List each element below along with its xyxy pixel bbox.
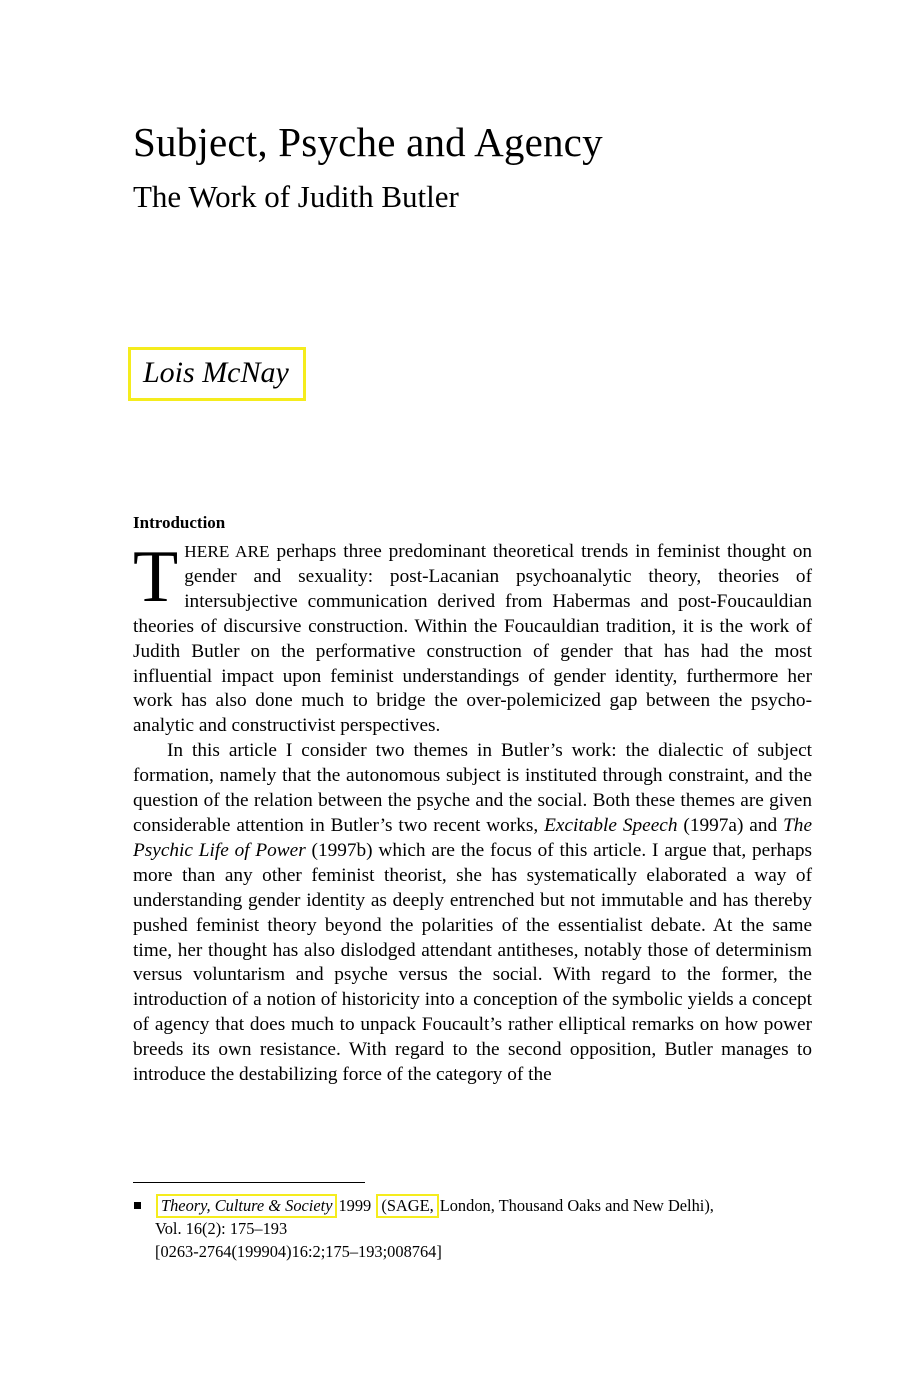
square-bullet-icon — [134, 1202, 141, 1209]
footnote-divider — [133, 1182, 365, 1183]
section-heading-introduction: Introduction — [133, 513, 226, 532]
paragraph-2-part-2: (1997a) and — [677, 814, 784, 836]
author-highlight-box — [128, 347, 306, 401]
title-block — [133, 118, 823, 216]
footnote-volume-line: Vol. 16(2): 175–193 — [155, 1219, 288, 1238]
body-content — [133, 512, 812, 1088]
footnote-citation-line — [155, 1194, 823, 1218]
page-title: Subject, Psyche and Agency — [133, 119, 603, 165]
footnote-locations: London, Thousand Oaks and New Delhi), — [439, 1196, 714, 1215]
paragraph-2-part-1: In this article I consider two themes in Butler’s work: the dialectic of subject formation, namely that the autonomous subject is instituted through constraint, and the question of the relation between the psyche and the social. Both these themes are given considerable attention in Butler’s two recent works, — [133, 740, 812, 836]
paragraph-2-part-3: (1997b) which are the focus of this article. I argue that, perhaps more than any other feminist theorist, she has systematically elaborated a way of understanding gender identity as deeply entrenched but not immutable and has thereby pushed feminist theory beyond the polarities of the essentialist debate. At the same time, her thought has also dislodged attendant antitheses, notably those of determinism versus voluntarism and psyche versus the social. With regard to the former, the introduction of a notion of historicity into a conception of the symbolic yields a concept of agency that does much to unpack Foucault’s rather elliptical remarks on how power breeds its own resistance. With regard to the second opposition, Butler manages to introduce the destabilizing force of the category of the — [133, 839, 813, 1086]
journal-name-highlight-box: Theory, Culture & Society — [156, 1194, 337, 1218]
footnote-issn-line: [0263-2764(199904)16:2;175–193;008764] — [155, 1241, 442, 1261]
drop-cap: T — [133, 536, 179, 618]
footnote-block — [133, 1194, 823, 1263]
small-caps-opening: HERE ARE — [184, 542, 270, 561]
footnote-year: 1999 — [338, 1196, 372, 1215]
author-block — [128, 347, 306, 401]
book-title-psychic-life-of-power: The Psychic Life of Power — [133, 814, 812, 861]
publisher-highlight-box: (SAGE, — [376, 1194, 438, 1218]
paragraph-1-text: perhaps three predominant theoretical trends in feminist thought on gender and sexuality: post-Lacanian psychoanalytic theory, theories of intersubjective communication derived from Habermas and post-Foucauldian theories of discursive construction. Within the Foucauldian tradition, it is the work of Judith Butler on the performative construction of gender that has had the most influential impact upon feminist understandings of gender identity, furthermore her work has also done much to bridge the over-polemicized gap between the psycho-analytic and constructivist perspectives. — [133, 541, 812, 737]
book-title-excitable-speech: Excitable Speech — [544, 814, 678, 836]
page-subtitle: The Work of Judith Butler — [133, 179, 459, 214]
author-name: Lois McNay — [143, 356, 289, 389]
paragraph-2 — [133, 739, 812, 1088]
footnote-lines — [155, 1194, 823, 1263]
paragraph-1 — [133, 536, 812, 739]
